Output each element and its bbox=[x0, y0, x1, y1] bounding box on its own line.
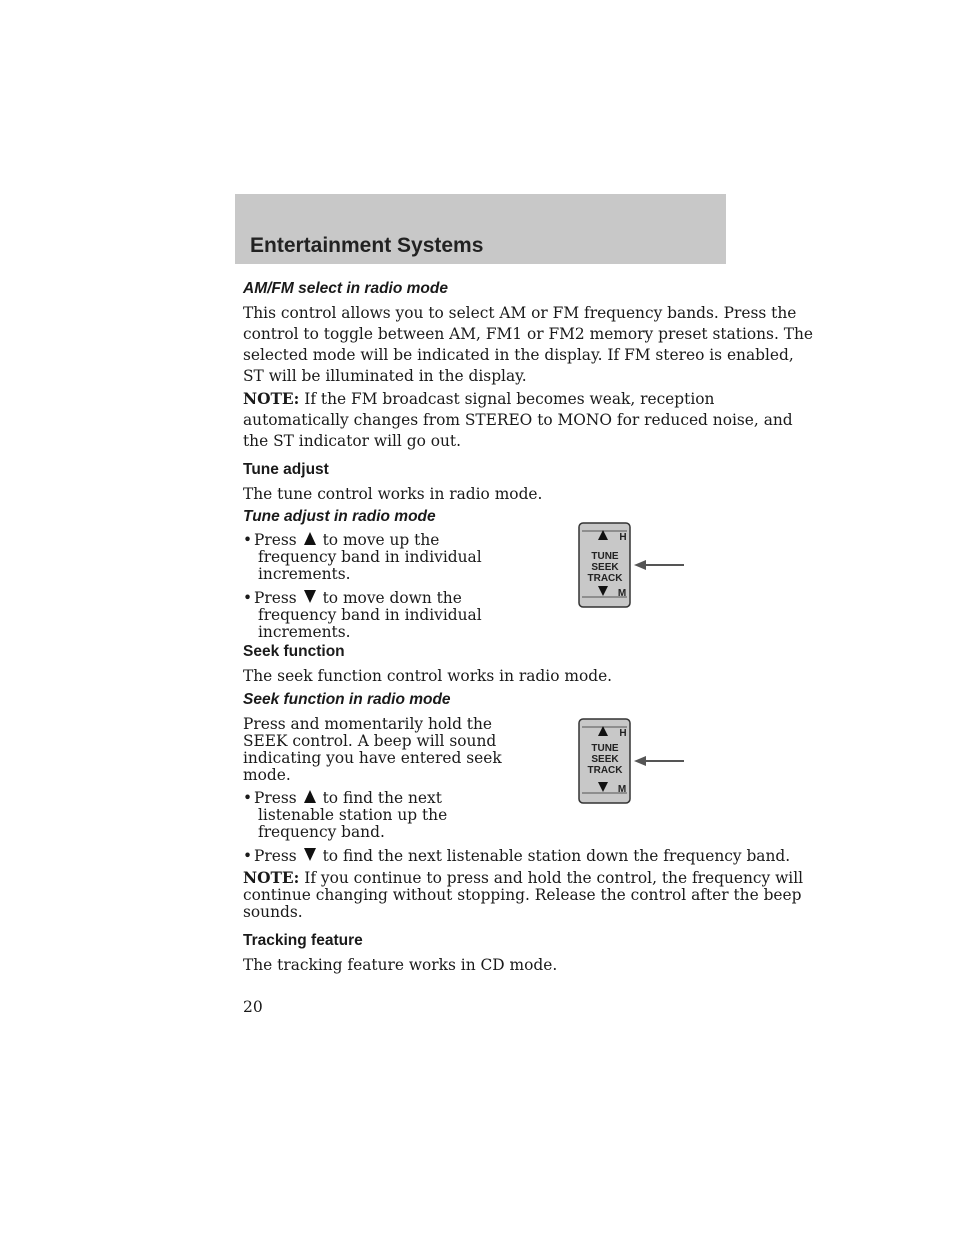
heading-tune-radio-mode: Tune adjust in radio mode bbox=[243, 508, 436, 525]
control-label-line: TRACK bbox=[587, 573, 623, 584]
note-text: If the FM broadcast signal becomes weak, reception bbox=[304, 390, 715, 408]
press-label: Press bbox=[254, 531, 297, 549]
control-h-label: H bbox=[619, 728, 627, 739]
note-label: NOTE: bbox=[243, 869, 300, 887]
bullet-continuation: frequency band in individual bbox=[258, 606, 482, 624]
bullet-icon: • bbox=[243, 531, 253, 549]
control-label-line: SEEK bbox=[591, 754, 619, 765]
heading-seek-function: Seek function bbox=[243, 643, 345, 660]
seek-intro: The seek function control works in radio mode. bbox=[243, 667, 613, 685]
amfm-paragraph-line: This control allows you to select AM or FM frequency bands. Press the bbox=[243, 304, 797, 322]
bullet-icon: • bbox=[243, 847, 253, 865]
note-text: If you continue to press and hold the control, the frequency will bbox=[304, 869, 804, 887]
note-label: NOTE: bbox=[243, 390, 300, 408]
control-h-label: H bbox=[619, 532, 627, 543]
amfm-note-line bbox=[243, 390, 714, 409]
seek-note-line: sounds. bbox=[243, 903, 303, 921]
bullet-icon: • bbox=[243, 789, 253, 807]
control-m-label: M bbox=[617, 784, 627, 795]
press-label: Press bbox=[254, 589, 297, 607]
list-item bbox=[243, 847, 790, 866]
tracking-intro: The tracking feature works in CD mode. bbox=[243, 956, 558, 974]
press-label: Press bbox=[254, 789, 297, 807]
amfm-paragraph-line: control to toggle between AM, FM1 or FM2 memory preset stations. The bbox=[243, 325, 814, 343]
amfm-paragraph-line: ST will be illuminated in the display. bbox=[243, 367, 527, 385]
bullet-continuation: increments. bbox=[258, 565, 351, 583]
up-arrow-icon bbox=[297, 790, 323, 804]
amfm-note-line: the ST indicator will go out. bbox=[243, 432, 462, 450]
bullet-continuation: frequency band in individual bbox=[258, 548, 482, 566]
bullet-continuation: frequency band. bbox=[258, 823, 385, 841]
control-label-line: TRACK bbox=[587, 765, 623, 776]
bullet-icon: • bbox=[243, 589, 253, 607]
amfm-paragraph-line: selected mode will be indicated in the display. If FM stereo is enabled, bbox=[243, 346, 794, 364]
bullet-text: to find the next bbox=[322, 789, 442, 807]
bullet-text: to find the next listenable station down the frequency band. bbox=[322, 847, 791, 865]
heading-seek-radio-mode: Seek function in radio mode bbox=[243, 691, 451, 708]
seek-paragraph-line: mode. bbox=[243, 766, 291, 784]
bullet-continuation: increments. bbox=[258, 623, 351, 641]
heading-amfm-select: AM/FM select in radio mode bbox=[243, 280, 448, 297]
seek-paragraph-line: SEEK control. A beep will sound bbox=[243, 732, 497, 750]
bullet-text: to move up the bbox=[322, 531, 440, 549]
down-arrow-icon bbox=[297, 590, 323, 604]
bullet-text: to move down the bbox=[322, 589, 462, 607]
heading-tracking-feature: Tracking feature bbox=[243, 932, 363, 949]
control-label-line: TUNE bbox=[591, 743, 619, 754]
seek-paragraph-line: Press and momentarily hold the bbox=[243, 715, 493, 733]
control-label-line: TUNE bbox=[591, 551, 619, 562]
seek-paragraph-line: indicating you have entered seek bbox=[243, 749, 502, 767]
page-title: Entertainment Systems bbox=[250, 234, 484, 257]
control-label-line: SEEK bbox=[591, 562, 619, 573]
up-arrow-icon bbox=[297, 532, 323, 546]
page-number: 20 bbox=[243, 998, 263, 1016]
press-label: Press bbox=[254, 847, 297, 865]
bullet-continuation: listenable station up the bbox=[258, 806, 448, 824]
tune-intro: The tune control works in radio mode. bbox=[243, 485, 543, 503]
control-m-label: M bbox=[617, 588, 627, 599]
header-band bbox=[235, 194, 726, 264]
seek-note-line: continue changing without stopping. Release the control after the beep bbox=[243, 886, 802, 904]
amfm-note-line: automatically changes from STEREO to MONO for reduced noise, and bbox=[243, 411, 793, 429]
tune-seek-track-control-illustration bbox=[578, 718, 688, 806]
heading-tune-adjust: Tune adjust bbox=[243, 461, 329, 478]
tune-seek-track-control-illustration bbox=[578, 522, 688, 610]
down-arrow-icon bbox=[297, 848, 323, 862]
